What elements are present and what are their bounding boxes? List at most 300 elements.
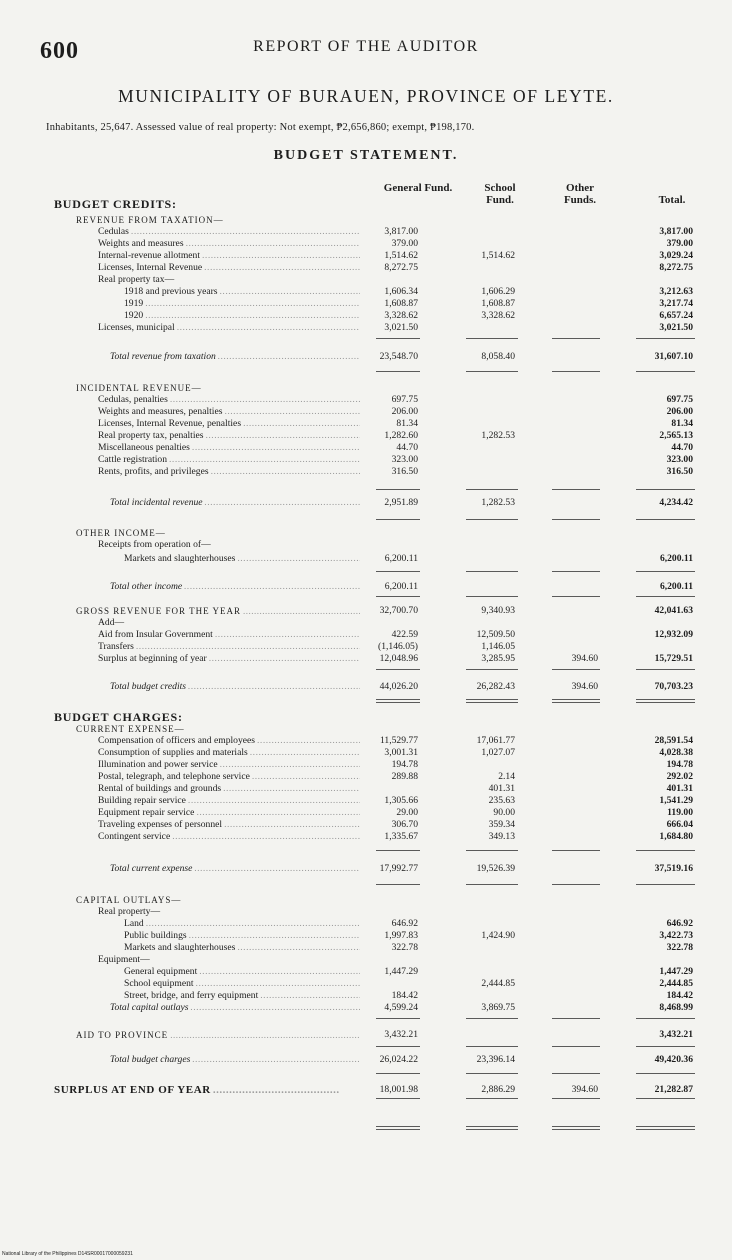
table-row bbox=[0, 783, 732, 795]
table-row bbox=[0, 394, 732, 406]
general-fund-cell: 3,328.62 bbox=[384, 310, 418, 321]
section-heading bbox=[0, 711, 732, 723]
sum-rule bbox=[376, 371, 420, 372]
row-label: BUDGET CREDITS: bbox=[54, 198, 177, 210]
general-fund-cell: 379.00 bbox=[391, 238, 418, 249]
row-label: AID TO PROVINCE ..... bbox=[76, 1029, 360, 1041]
total-row bbox=[0, 1002, 732, 1014]
table-row bbox=[0, 274, 732, 286]
row-label: Licenses, Internal Revenue, penalties ..... bbox=[98, 418, 360, 430]
sum-rule bbox=[466, 1098, 518, 1099]
col-total: Total. bbox=[658, 194, 686, 206]
col-other-funds: Other Funds. bbox=[563, 182, 597, 206]
general-fund-cell: 44,026.20 bbox=[379, 681, 418, 692]
row-label: Cedulas, penalties ..... bbox=[98, 394, 360, 406]
general-fund-cell: 306.70 bbox=[391, 819, 418, 830]
sum-rule bbox=[636, 371, 695, 372]
sum-rule bbox=[376, 338, 420, 339]
table-row bbox=[0, 954, 732, 966]
sum-rule bbox=[552, 1126, 600, 1127]
sum-rule bbox=[376, 571, 420, 572]
school-fund-cell: 1,282.53 bbox=[481, 430, 515, 441]
row-label: Total capital outlays ..... bbox=[110, 1002, 360, 1014]
sum-rule bbox=[552, 1073, 600, 1074]
row-label: Licenses, Internal Revenue ..... bbox=[98, 262, 360, 274]
sum-rule bbox=[552, 489, 600, 490]
sum-rule bbox=[552, 338, 600, 339]
sum-rule bbox=[376, 1098, 420, 1099]
school-fund-cell: 2,886.29 bbox=[481, 1084, 515, 1095]
total-cell: 8,272.75 bbox=[659, 262, 693, 273]
sum-rule bbox=[636, 699, 695, 700]
sum-rule bbox=[636, 519, 695, 520]
school-fund-cell: 12,509.50 bbox=[476, 629, 515, 640]
row-label: Contingent service ..... bbox=[98, 831, 360, 843]
row-label: Total other income ..... bbox=[110, 581, 360, 593]
row-label: School equipment ..... bbox=[124, 978, 360, 990]
sum-rule bbox=[376, 669, 420, 670]
row-label: Consumption of supplies and materials ..... bbox=[98, 747, 360, 759]
school-fund-cell: 2.14 bbox=[498, 771, 515, 782]
sum-rule bbox=[552, 850, 600, 851]
sum-rule bbox=[466, 884, 518, 885]
table-row bbox=[0, 747, 732, 759]
table-row bbox=[0, 966, 732, 978]
sum-rule bbox=[466, 850, 518, 851]
total-cell: 119.00 bbox=[667, 807, 693, 818]
page-number: 600 bbox=[40, 38, 79, 64]
sum-rule bbox=[376, 1046, 420, 1047]
table-row bbox=[0, 226, 732, 238]
general-fund-cell: 12,048.96 bbox=[379, 653, 418, 664]
general-fund-cell: 81.34 bbox=[396, 418, 418, 429]
general-fund-cell: 1,282.60 bbox=[384, 430, 418, 441]
row-label: Markets and slaughterhouses ..... bbox=[124, 553, 360, 565]
school-fund-cell: 19,526.39 bbox=[476, 863, 515, 874]
table-row bbox=[0, 418, 732, 430]
row-label: Cedulas ..... bbox=[98, 226, 360, 238]
table-row bbox=[0, 942, 732, 954]
general-fund-cell: 6,200.11 bbox=[384, 553, 418, 564]
general-fund-cell: 1,608.87 bbox=[384, 298, 418, 309]
row-label: Total budget credits ..... bbox=[110, 681, 360, 693]
total-cell: 15,729.51 bbox=[654, 653, 693, 664]
sum-rule bbox=[376, 850, 420, 851]
school-fund-cell: 359.34 bbox=[488, 819, 515, 830]
row-label: Real property tax— bbox=[98, 274, 175, 285]
total-row bbox=[0, 581, 732, 593]
row-label: Equipment repair service ..... bbox=[98, 807, 360, 819]
total-cell: 37,519.16 bbox=[654, 863, 693, 874]
sum-rule bbox=[466, 1073, 518, 1074]
sum-rule bbox=[636, 1018, 695, 1019]
sum-rule bbox=[466, 489, 518, 490]
general-fund-cell: 32,700.70 bbox=[379, 605, 418, 616]
table-row bbox=[0, 310, 732, 322]
total-cell: 3,212.63 bbox=[659, 286, 693, 297]
sum-rule bbox=[552, 596, 600, 597]
total-cell: 646.92 bbox=[666, 918, 693, 929]
sum-rule bbox=[466, 702, 518, 703]
col-school-fund: School Fund. bbox=[484, 182, 516, 206]
school-fund-cell: 8,058.40 bbox=[481, 351, 515, 362]
general-fund-cell: 646.92 bbox=[391, 918, 418, 929]
general-fund-cell: 184.42 bbox=[391, 990, 418, 1001]
table-row bbox=[0, 759, 732, 771]
table-row bbox=[0, 990, 732, 1002]
section-heading bbox=[0, 198, 732, 210]
section-heading bbox=[0, 605, 732, 617]
other-funds-cell: 394.60 bbox=[571, 1084, 598, 1095]
total-cell: 323.00 bbox=[666, 454, 693, 465]
sum-rule bbox=[376, 1018, 420, 1019]
row-label: Aid from Insular Government ..... bbox=[98, 629, 360, 641]
row-label: Add— bbox=[98, 617, 125, 628]
row-label: CURRENT EXPENSE— bbox=[76, 724, 185, 734]
statement-title: BUDGET STATEMENT. bbox=[273, 148, 459, 163]
row-label: Land ..... bbox=[124, 918, 360, 930]
row-label: Total incidental revenue ..... bbox=[110, 497, 360, 509]
general-fund-cell: 194.78 bbox=[391, 759, 418, 770]
total-cell: 1,684.80 bbox=[659, 831, 693, 842]
footer-credit: National Library of the Philippines D14SR00017000059231 bbox=[2, 1251, 133, 1257]
general-fund-cell: 18,001.98 bbox=[379, 1084, 418, 1095]
total-cell: 2,565.13 bbox=[659, 430, 693, 441]
row-label: 1918 and previous years ..... bbox=[124, 286, 360, 298]
total-cell: 316.50 bbox=[666, 466, 693, 477]
sum-rule bbox=[636, 702, 695, 703]
school-fund-cell: 3,285.95 bbox=[481, 653, 515, 664]
row-label: Real property tax, penalties ..... bbox=[98, 430, 360, 442]
school-fund-cell: 1,608.87 bbox=[481, 298, 515, 309]
row-label: 1919 ..... bbox=[124, 298, 360, 310]
school-fund-cell: 26,282.43 bbox=[476, 681, 515, 692]
section-heading bbox=[0, 382, 732, 394]
row-label: Markets and slaughterhouses ..... bbox=[124, 942, 360, 954]
row-label: Total current expense ..... bbox=[110, 863, 360, 875]
row-label: Weights and measures ..... bbox=[98, 238, 360, 250]
row-label: Compensation of officers and employees ..... bbox=[98, 735, 360, 747]
sum-rule bbox=[376, 1073, 420, 1074]
general-fund-cell: (1,146.05) bbox=[378, 641, 418, 652]
sum-rule bbox=[552, 669, 600, 670]
general-fund-cell: 323.00 bbox=[391, 454, 418, 465]
general-fund-cell: 3,021.50 bbox=[384, 322, 418, 333]
table-row bbox=[0, 819, 732, 831]
total-cell: 379.00 bbox=[666, 238, 693, 249]
row-label: Equipment— bbox=[98, 954, 150, 965]
general-fund-cell: 322.78 bbox=[391, 942, 418, 953]
sum-rule bbox=[466, 1129, 518, 1130]
table-row bbox=[0, 641, 732, 653]
col-general-fund: General Fund. bbox=[383, 182, 453, 194]
table-row bbox=[0, 454, 732, 466]
total-cell: 3,021.50 bbox=[659, 322, 693, 333]
general-fund-cell: 2,951.89 bbox=[384, 497, 418, 508]
running-head: REPORT OF THE AUDITOR bbox=[253, 38, 479, 55]
general-fund-cell: 206.00 bbox=[391, 406, 418, 417]
total-cell: 697.75 bbox=[666, 394, 693, 405]
total-cell: 3,432.21 bbox=[659, 1029, 693, 1040]
school-fund-cell: 349.13 bbox=[488, 831, 515, 842]
total-cell: 3,817.00 bbox=[659, 226, 693, 237]
total-cell: 4,234.42 bbox=[659, 497, 693, 508]
sum-rule bbox=[636, 669, 695, 670]
total-cell: 42,041.63 bbox=[654, 605, 693, 616]
total-cell: 6,657.24 bbox=[659, 310, 693, 321]
table-row bbox=[0, 617, 732, 629]
total-cell: 194.78 bbox=[666, 759, 693, 770]
sum-rule bbox=[466, 1046, 518, 1047]
total-row bbox=[0, 863, 732, 875]
sum-rule bbox=[636, 1098, 695, 1099]
sum-rule bbox=[376, 1129, 420, 1130]
sum-rule bbox=[376, 519, 420, 520]
table-row bbox=[0, 250, 732, 262]
total-cell: 81.34 bbox=[671, 418, 693, 429]
row-label: General equipment ..... bbox=[124, 966, 360, 978]
total-cell: 6,200.11 bbox=[659, 553, 693, 564]
general-fund-cell: 1,335.67 bbox=[384, 831, 418, 842]
sum-rule bbox=[552, 1098, 600, 1099]
row-label: INCIDENTAL REVENUE— bbox=[76, 383, 202, 393]
sum-rule bbox=[552, 571, 600, 572]
table-row bbox=[0, 807, 732, 819]
school-fund-cell: 1,606.29 bbox=[481, 286, 515, 297]
general-fund-cell: 6,200.11 bbox=[384, 581, 418, 592]
row-label: Street, bridge, and ferry equipment ..... bbox=[124, 990, 360, 1002]
general-fund-cell: 23,548.70 bbox=[379, 351, 418, 362]
sum-rule bbox=[552, 1129, 600, 1130]
other-funds-cell: 394.60 bbox=[571, 681, 598, 692]
table-row bbox=[0, 238, 732, 250]
table-row bbox=[0, 539, 732, 551]
sum-rule bbox=[376, 596, 420, 597]
row-label: Rental of buildings and grounds ..... bbox=[98, 783, 360, 795]
total-cell: 322.78 bbox=[666, 942, 693, 953]
sum-rule bbox=[466, 571, 518, 572]
general-fund-cell: 17,992.77 bbox=[379, 863, 418, 874]
table-row bbox=[0, 262, 732, 274]
school-fund-cell: 1,027.07 bbox=[481, 747, 515, 758]
table-row bbox=[0, 906, 732, 918]
general-fund-cell: 3,432.21 bbox=[384, 1029, 418, 1040]
total-row bbox=[0, 1054, 732, 1066]
table-row bbox=[0, 831, 732, 843]
school-fund-cell: 90.00 bbox=[493, 807, 515, 818]
table-row bbox=[0, 322, 732, 334]
table-row bbox=[0, 653, 732, 665]
total-cell: 184.42 bbox=[666, 990, 693, 1001]
total-row bbox=[0, 681, 732, 693]
sum-rule bbox=[636, 1126, 695, 1127]
row-label: OTHER INCOME— bbox=[76, 528, 166, 538]
sum-rule bbox=[636, 338, 695, 339]
row-label: Total revenue from taxation ..... bbox=[110, 351, 360, 363]
row-label: Public buildings ..... bbox=[124, 930, 360, 942]
row-label: Building repair service ..... bbox=[98, 795, 360, 807]
total-cell: 70,703.23 bbox=[654, 681, 693, 692]
row-label: GROSS REVENUE FOR THE YEAR ..... bbox=[76, 605, 360, 617]
sum-rule bbox=[466, 1126, 518, 1127]
sum-rule bbox=[466, 338, 518, 339]
row-label: Transfers ..... bbox=[98, 641, 360, 653]
general-fund-cell: 289.88 bbox=[391, 771, 418, 782]
sum-rule bbox=[636, 1073, 695, 1074]
sum-rule bbox=[466, 1018, 518, 1019]
row-label: Internal-revenue allotment ..... bbox=[98, 250, 360, 262]
general-fund-cell: 4,599.24 bbox=[384, 1002, 418, 1013]
sum-rule bbox=[466, 669, 518, 670]
general-fund-cell: 8,272.75 bbox=[384, 262, 418, 273]
school-fund-cell: 235.63 bbox=[488, 795, 515, 806]
sum-rule bbox=[552, 1018, 600, 1019]
sum-rule bbox=[552, 884, 600, 885]
row-label: Rents, profits, and privileges ..... bbox=[98, 466, 360, 478]
total-cell: 28,591.54 bbox=[654, 735, 693, 746]
total-cell: 666.04 bbox=[666, 819, 693, 830]
total-cell: 3,217.74 bbox=[659, 298, 693, 309]
school-fund-cell: 1,282.53 bbox=[481, 497, 515, 508]
school-fund-cell: 1,514.62 bbox=[481, 250, 515, 261]
section-heading bbox=[0, 723, 732, 735]
row-label: Weights and measures, penalties ..... bbox=[98, 406, 360, 418]
general-fund-cell: 1,447.29 bbox=[384, 966, 418, 977]
section-heading bbox=[0, 894, 732, 906]
total-cell: 4,028.38 bbox=[659, 747, 693, 758]
sum-rule bbox=[466, 596, 518, 597]
other-funds-cell: 394.60 bbox=[571, 653, 598, 664]
school-fund-cell: 9,340.93 bbox=[481, 605, 515, 616]
general-fund-cell: 316.50 bbox=[391, 466, 418, 477]
general-fund-cell: 3,817.00 bbox=[384, 226, 418, 237]
sum-rule bbox=[636, 489, 695, 490]
table-row bbox=[0, 442, 732, 454]
general-fund-cell: 1,997.83 bbox=[384, 930, 418, 941]
sum-rule bbox=[636, 1129, 695, 1130]
row-label: Licenses, municipal ..... bbox=[98, 322, 360, 334]
table-row bbox=[0, 795, 732, 807]
total-cell: 49,420.36 bbox=[654, 1054, 693, 1065]
total-cell: 1,541.29 bbox=[659, 795, 693, 806]
table-row bbox=[0, 978, 732, 990]
total-row bbox=[0, 497, 732, 509]
general-fund-cell: 11,529.77 bbox=[379, 735, 418, 746]
sum-rule bbox=[466, 371, 518, 372]
sum-rule bbox=[552, 371, 600, 372]
table-row bbox=[0, 406, 732, 418]
table-row bbox=[0, 771, 732, 783]
sum-rule bbox=[636, 884, 695, 885]
general-fund-cell: 1,305.66 bbox=[384, 795, 418, 806]
row-label: 1920 ..... bbox=[124, 310, 360, 322]
sum-rule bbox=[636, 571, 695, 572]
row-label: Cattle registration ..... bbox=[98, 454, 360, 466]
row-label: Real property— bbox=[98, 906, 161, 917]
general-fund-cell: 29.00 bbox=[396, 807, 418, 818]
total-cell: 44.70 bbox=[671, 442, 693, 453]
total-cell: 31,607.10 bbox=[654, 351, 693, 362]
general-fund-cell: 697.75 bbox=[391, 394, 418, 405]
total-cell: 3,029.24 bbox=[659, 250, 693, 261]
total-cell: 6,200.11 bbox=[659, 581, 693, 592]
total-cell: 3,422.73 bbox=[659, 930, 693, 941]
total-cell: 12,932.09 bbox=[654, 629, 693, 640]
table-row bbox=[0, 930, 732, 942]
school-fund-cell: 23,396.14 bbox=[476, 1054, 515, 1065]
inhabitants-line: Inhabitants, 25,647. Assessed value of real property: Not exempt, ₱2,656,860; exempt, ₱198,170. bbox=[46, 122, 475, 133]
table-row bbox=[0, 918, 732, 930]
general-fund-cell: 422.59 bbox=[391, 629, 418, 640]
total-cell: 401.31 bbox=[666, 783, 693, 794]
total-cell: 8,468.99 bbox=[659, 1002, 693, 1013]
school-fund-cell: 1,424.90 bbox=[481, 930, 515, 941]
school-fund-cell: 3,328.62 bbox=[481, 310, 515, 321]
row-label: Illumination and power service ..... bbox=[98, 759, 360, 771]
total-row bbox=[0, 351, 732, 363]
general-fund-cell: 26,024.22 bbox=[379, 1054, 418, 1065]
table-row bbox=[0, 629, 732, 641]
total-cell: 2,444.85 bbox=[659, 978, 693, 989]
sum-rule bbox=[376, 702, 420, 703]
school-fund-cell: 401.31 bbox=[488, 783, 515, 794]
table-row bbox=[0, 298, 732, 310]
sum-rule bbox=[466, 699, 518, 700]
section-heading bbox=[0, 1029, 732, 1041]
section-heading bbox=[0, 214, 732, 226]
total-cell: 206.00 bbox=[666, 406, 693, 417]
general-fund-cell: 1,606.34 bbox=[384, 286, 418, 297]
sum-rule bbox=[552, 702, 600, 703]
school-fund-cell: 3,869.75 bbox=[481, 1002, 515, 1013]
row-label: Traveling expenses of personnel ..... bbox=[98, 819, 360, 831]
sum-rule bbox=[636, 850, 695, 851]
row-label: Miscellaneous penalties ..... bbox=[98, 442, 360, 454]
row-label: CAPITAL OUTLAYS— bbox=[76, 895, 182, 905]
sum-rule bbox=[552, 699, 600, 700]
sum-rule bbox=[376, 884, 420, 885]
row-label: Total budget charges ..... bbox=[110, 1054, 360, 1066]
row-label: Surplus at beginning of year ..... bbox=[98, 653, 360, 665]
row-label: SURPLUS AT END OF YEAR ..... bbox=[54, 1084, 340, 1096]
sum-rule bbox=[552, 519, 600, 520]
table-row bbox=[0, 286, 732, 298]
table-row bbox=[0, 466, 732, 478]
school-fund-cell: 17,061.77 bbox=[476, 735, 515, 746]
table-row bbox=[0, 430, 732, 442]
row-label: BUDGET CHARGES: bbox=[54, 711, 183, 723]
sum-rule bbox=[376, 699, 420, 700]
row-label: REVENUE FROM TAXATION— bbox=[76, 215, 224, 225]
sum-rule bbox=[376, 489, 420, 490]
table-row bbox=[0, 735, 732, 747]
total-cell: 292.02 bbox=[666, 771, 693, 782]
sum-rule bbox=[636, 1046, 695, 1047]
table-row bbox=[0, 1084, 732, 1096]
general-fund-cell: 3,001.31 bbox=[384, 747, 418, 758]
school-fund-cell: 2,444.85 bbox=[481, 978, 515, 989]
sum-rule bbox=[376, 1126, 420, 1127]
sum-rule bbox=[466, 519, 518, 520]
municipality-title: MUNICIPALITY OF BURAUEN, PROVINCE OF LEYTE. bbox=[118, 86, 614, 106]
row-label: Postal, telegraph, and telephone service ..... bbox=[98, 771, 360, 783]
general-fund-cell: 1,514.62 bbox=[384, 250, 418, 261]
total-cell: 21,282.87 bbox=[654, 1084, 693, 1095]
row-label: Receipts from operation of— bbox=[98, 539, 211, 550]
school-fund-cell: 1,146.05 bbox=[481, 641, 515, 652]
sum-rule bbox=[552, 1046, 600, 1047]
section-heading bbox=[0, 527, 732, 539]
